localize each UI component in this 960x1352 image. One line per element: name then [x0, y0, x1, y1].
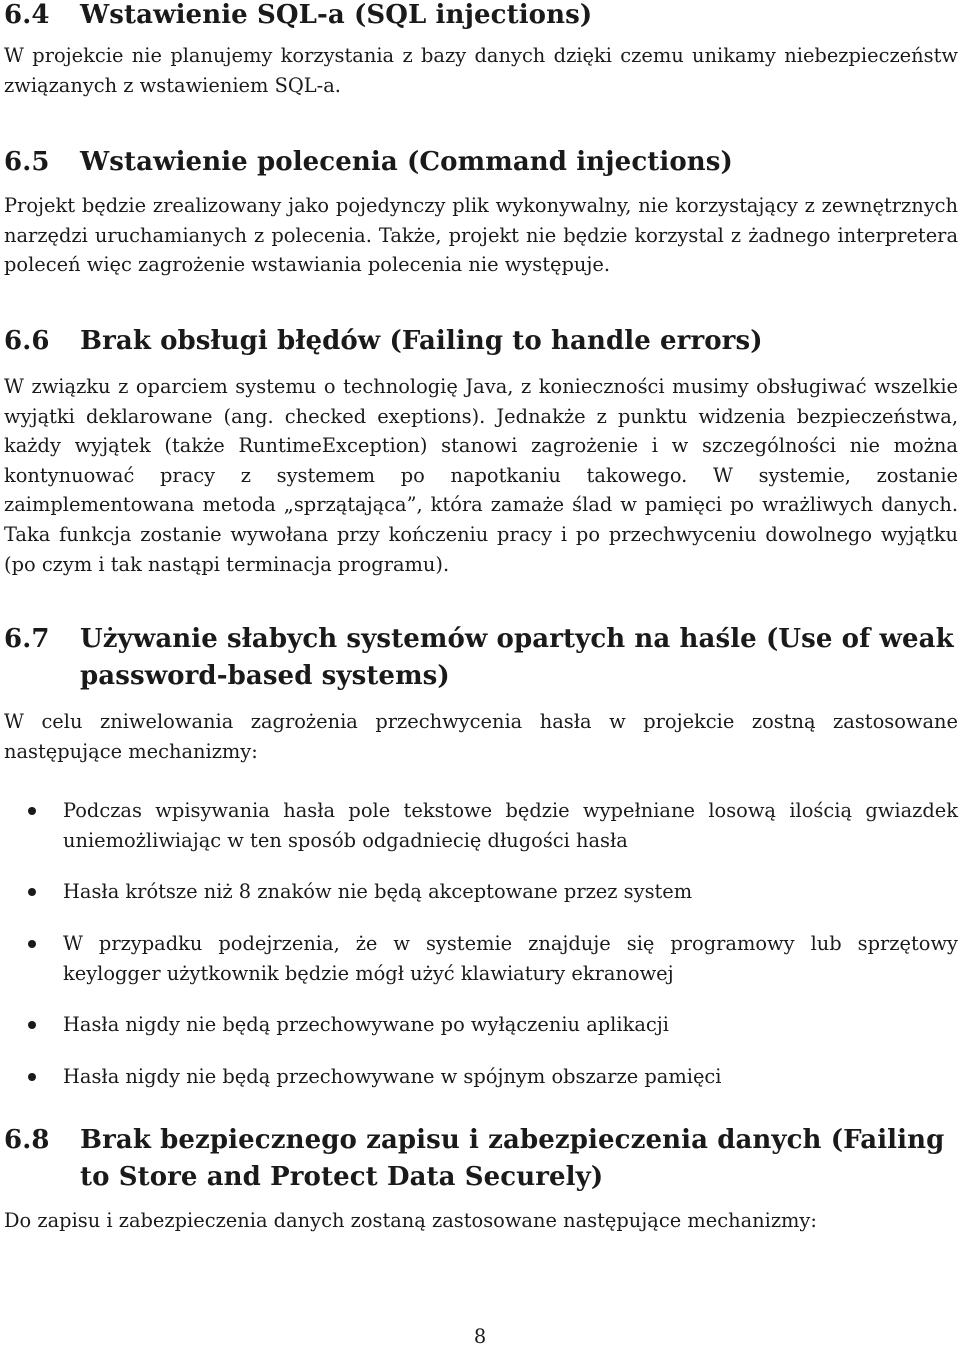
section-6-7: [4, 621, 958, 1113]
list-item-text: Hasła nigdy nie będą przechowywane w spójnym obszarze pamięci: [63, 1064, 722, 1088]
bullet-icon: [28, 1073, 36, 1081]
list-item: [4, 1062, 958, 1092]
section-heading: [4, 323, 958, 360]
section-heading: [4, 144, 958, 181]
section-heading: [4, 0, 958, 34]
list-item: [4, 1010, 958, 1040]
section-6-8: [4, 1122, 958, 1236]
section-title: Brak bezpiecznego zapisu i zabezpieczenia danych (Failing to Store and Protect Data Securely): [80, 1125, 945, 1192]
list-item-text: Hasła nigdy nie będą przechowywane po wyłączeniu aplikacji: [63, 1013, 669, 1037]
section-paragraph: W celu zniwelowania zagrożenia przechwycenia hasła w projekcie zostną zastosowane następujące mechanizmy:: [4, 710, 958, 763]
section-number: 6.6: [4, 326, 50, 356]
list-item-text: Hasła krótsze niż 8 znaków nie będą akceptowane przez system: [63, 880, 693, 904]
mechanism-list: [4, 796, 958, 1091]
section-paragraph: Projekt będzie zrealizowany jako pojedynczy plik wykonywalny, nie korzystający z zewnętrznych narzędzi uruchamianych z polecenia. Także, projekt nie będzie korzystal z żadnego interpretera poleceń więc zagrożenie wstawiania polecenia nie występuje.: [4, 194, 958, 277]
bullet-icon: [28, 940, 36, 948]
section-number: 6.5: [4, 147, 50, 177]
list-item-text: W przypadku podejrzenia, że w systemie znajduje się programowy lub sprzętowy keylogger użytkownik będzie mógł użyć klawiatury ekranowej: [63, 931, 958, 985]
bullet-icon: [28, 888, 36, 896]
section-title: Wstawienie polecenia (Command injections): [80, 147, 733, 177]
section-6-6: [4, 323, 958, 579]
section-paragraph: W projekcie nie planujemy korzystania z bazy danych dzięki czemu unikamy niebezpieczeństw związanych z wstawieniem SQL-a.: [4, 44, 958, 97]
section-paragraph: Do zapisu i zabezpieczenia danych zostaną zastosowane następujące mechanizmy:: [4, 1209, 817, 1232]
section-6-4: [4, 0, 958, 100]
section-number: 6.8: [4, 1125, 50, 1155]
section-6-5: [4, 144, 958, 280]
list-item: [4, 929, 958, 988]
page-number: 8: [473, 1325, 487, 1348]
section-paragraph: W związku z oparciem systemu o technologię Java, z konieczności musimy obsługiwać wszelkie wyjątki deklarowane (ang. checked exeptions). Jednakże z punktu widzenia bezpieczeństwa, każdy wyjątek (także RuntimeException) stanowi zagrożenie i w szczególności nie można kontynuować pracy z systemem po napotkaniu takowego. W systemie, zostanie zaimplementowana metoda „sprzątająca”, która zamaże ślad w pamięci po wrażliwych danych. Taka funkcja zostanie wywołana przy kończeniu pracy i po przechwyceniu dowolnego wyjątku (po czym i tak nastąpi terminacja programu).: [4, 375, 958, 576]
section-number: 6.4: [4, 0, 50, 30]
section-heading: [4, 1122, 958, 1196]
section-number: 6.7: [4, 624, 50, 654]
section-title: Wstawienie SQL-a (SQL injections): [80, 0, 593, 30]
section-heading: [4, 621, 958, 695]
bullet-icon: [28, 807, 36, 815]
bullet-icon: [28, 1021, 36, 1029]
list-item-text: Podczas wpisywania hasła pole tekstowe będzie wypełniane losową ilością gwiazdek uniemożliwiając w ten sposób odgadniecię długości hasła: [63, 799, 958, 852]
section-title: Używanie słabych systemów opartych na haśle (Use of weak password-based systems): [80, 624, 954, 691]
list-item: [4, 877, 958, 907]
section-title: Brak obsługi błędów (Failing to handle errors): [80, 326, 763, 356]
list-item: [4, 796, 958, 855]
